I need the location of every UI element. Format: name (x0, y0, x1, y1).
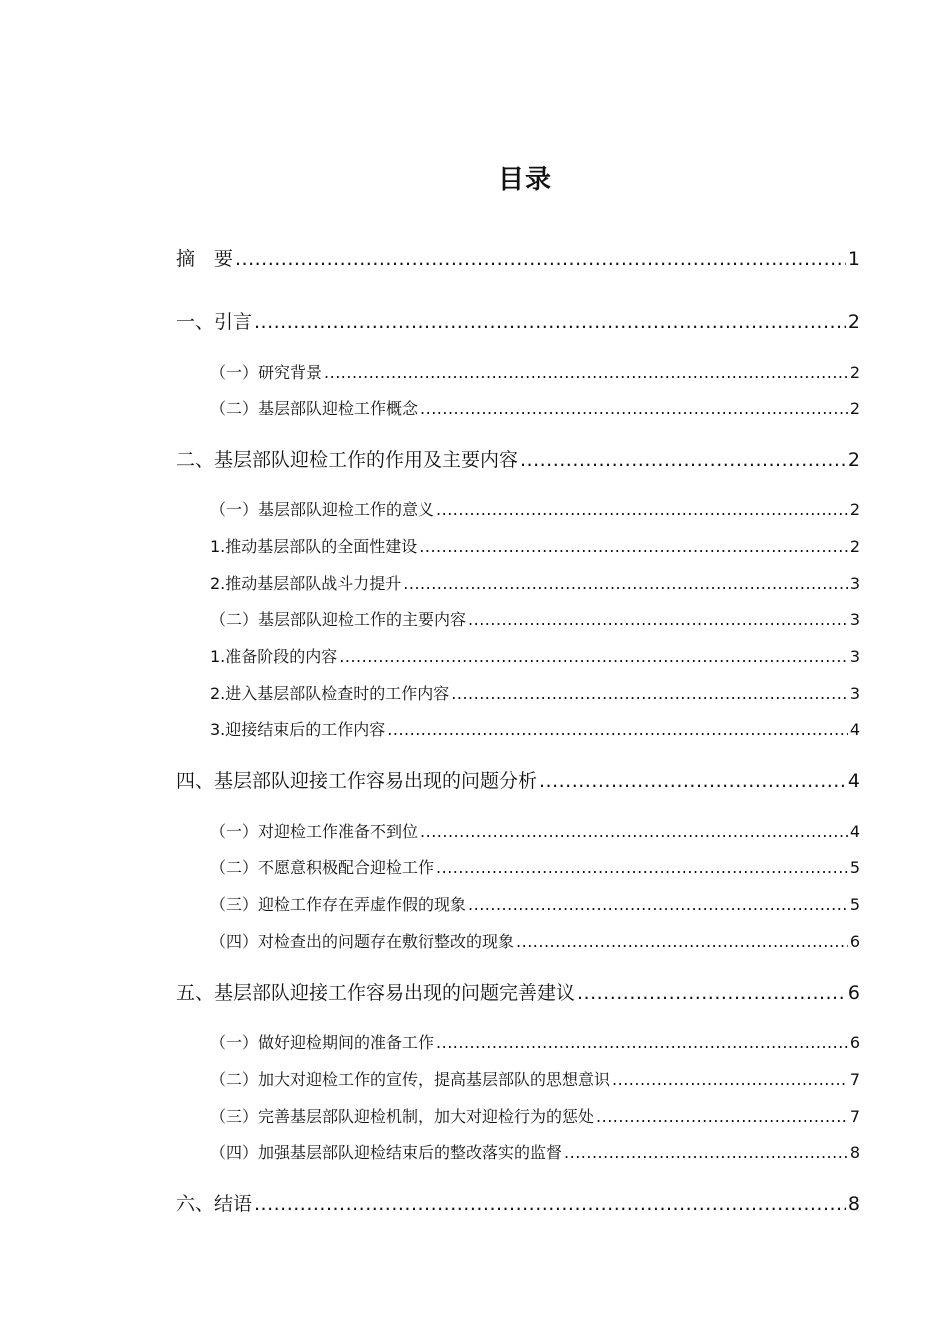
toc-dot-leader (516, 930, 848, 954)
toc-entry-label: 摘 要 (176, 248, 234, 270)
toc-entry-subsection[interactable] (210, 1068, 860, 1092)
toc-dot-leader (451, 682, 848, 706)
toc-dot-leader (564, 1141, 848, 1165)
toc-entry-label: 五、基层部队迎接工作容易出现的问题完善建议 (176, 982, 576, 1004)
toc-entry-subsection[interactable] (210, 820, 860, 844)
toc-entry-subsection[interactable] (210, 608, 860, 632)
toc-entry-item[interactable] (210, 718, 860, 742)
toc-entry-label: （二）加大对迎检工作的宣传，提高基层部队的思想意识 (210, 1070, 611, 1089)
toc-entry-section-1[interactable] (176, 308, 860, 336)
toc-page-number: 6 (849, 932, 860, 951)
toc-entry-label: 六、结语 (176, 1193, 253, 1215)
toc-page-number: 4 (849, 720, 860, 739)
toc-dot-leader (254, 1190, 846, 1218)
toc-page-number: 3 (849, 610, 860, 629)
toc-dot-leader (254, 308, 846, 336)
page-title: 目录 (497, 165, 552, 195)
toc-entry-label: 1.准备阶段的内容 (210, 647, 338, 666)
toc-entry-item[interactable] (210, 572, 860, 596)
toc-entry-label: 2.进入基层部队检查时的工作内容 (210, 684, 450, 703)
toc-dot-leader (436, 498, 848, 522)
toc-entry-label: （三）完善基层部队迎检机制，加大对迎检行为的惩处 (210, 1107, 595, 1126)
toc-page-number: 7 (849, 1107, 860, 1126)
toc-dot-leader (324, 361, 848, 385)
toc-entry-section-4[interactable] (176, 767, 860, 795)
toc-entry-section-5[interactable] (176, 979, 860, 1007)
toc-entry-label: （一）研究背景 (210, 363, 323, 382)
toc-dot-leader (468, 893, 848, 917)
toc-entry-label: 二、基层部队迎检工作的作用及主要内容 (176, 449, 519, 471)
toc-dot-leader (436, 856, 848, 880)
toc-page-number: 4 (847, 770, 860, 792)
toc-entry-subsection[interactable] (210, 856, 860, 880)
toc-entry-label: 2.推动基层部队战斗力提升 (210, 574, 402, 593)
toc-entry-label: （二）基层部队迎检工作概念 (210, 399, 419, 418)
toc-page-number: 2 (849, 500, 860, 519)
toc-entry-label: （一）做好迎检期间的准备工作 (210, 1033, 435, 1052)
toc-entry-abstract[interactable] (176, 245, 860, 273)
toc-entry-subsection[interactable] (210, 1141, 860, 1165)
toc-entry-label: 1.推动基层部队的全面性建设 (210, 537, 418, 556)
toc-page-number: 3 (849, 574, 860, 593)
toc-page-number: 3 (849, 684, 860, 703)
toc-page-number: 7 (849, 1070, 860, 1089)
toc-dot-leader (468, 608, 848, 632)
toc-page-number: 2 (849, 537, 860, 556)
toc-entry-label: （四）加强基层部队迎检结束后的整改落实的监督 (210, 1143, 563, 1162)
toc-dot-leader (420, 820, 848, 844)
toc-entry-label: （二）不愿意积极配合迎检工作 (210, 858, 435, 877)
toc-dot-leader (235, 245, 846, 273)
toc-dot-leader (387, 718, 848, 742)
toc-entry-subsection[interactable] (210, 893, 860, 917)
toc-entry-label: 四、基层部队迎接工作容易出现的问题分析 (176, 770, 538, 792)
toc-dot-leader (612, 1068, 848, 1092)
toc-dot-leader (577, 979, 846, 1007)
toc-entry-subsection[interactable] (210, 1105, 860, 1129)
toc-dot-leader (436, 1031, 848, 1055)
toc-entry-item[interactable] (210, 645, 860, 669)
toc-page-number: 3 (849, 647, 860, 666)
toc-page-number: 8 (847, 1193, 860, 1215)
toc-entry-item[interactable] (210, 682, 860, 706)
toc-entry-label: 3.迎接结束后的工作内容 (210, 720, 386, 739)
toc-page-number: 5 (849, 858, 860, 877)
toc-page-number: 2 (849, 363, 860, 382)
toc-page-number: 6 (849, 1033, 860, 1052)
toc-entry-label: （二）基层部队迎检工作的主要内容 (210, 610, 467, 629)
toc-page-number: 1 (847, 248, 860, 270)
toc-page-number: 6 (847, 982, 860, 1004)
toc-dot-leader (420, 397, 848, 421)
toc-page-number: 2 (847, 311, 860, 333)
toc-entry-subsection[interactable] (210, 397, 860, 421)
toc-entry-label: （一）基层部队迎检工作的意义 (210, 500, 435, 519)
toc-entry-label: （一）对迎检工作准备不到位 (210, 822, 419, 841)
toc-entry-label: 一、引言 (176, 311, 253, 333)
toc-entry-label: （四）对检查出的问题存在敷衍整改的现象 (210, 932, 515, 951)
toc-entry-conclusion[interactable] (176, 1190, 860, 1218)
toc-dot-leader (520, 446, 846, 474)
toc-entry-subsection[interactable] (210, 361, 860, 385)
toc-page-number: 2 (849, 399, 860, 418)
toc-entry-subsection[interactable] (210, 498, 860, 522)
toc-dot-leader (339, 645, 848, 669)
toc-page-number: 2 (847, 449, 860, 471)
toc-dot-leader (419, 535, 848, 559)
toc-page-number: 8 (849, 1143, 860, 1162)
toc-dot-leader (539, 767, 846, 795)
toc-entry-section-2[interactable] (176, 446, 860, 474)
toc-entry-label: （三）迎检工作存在弄虚作假的现象 (210, 895, 467, 914)
toc-entry-subsection[interactable] (210, 1031, 860, 1055)
toc-page-number: 4 (849, 822, 860, 841)
toc-dot-leader (403, 572, 848, 596)
toc-dot-leader (596, 1105, 848, 1129)
toc-entry-subsection[interactable] (210, 930, 860, 954)
toc-entry-item[interactable] (210, 535, 860, 559)
toc-page-number: 5 (849, 895, 860, 914)
